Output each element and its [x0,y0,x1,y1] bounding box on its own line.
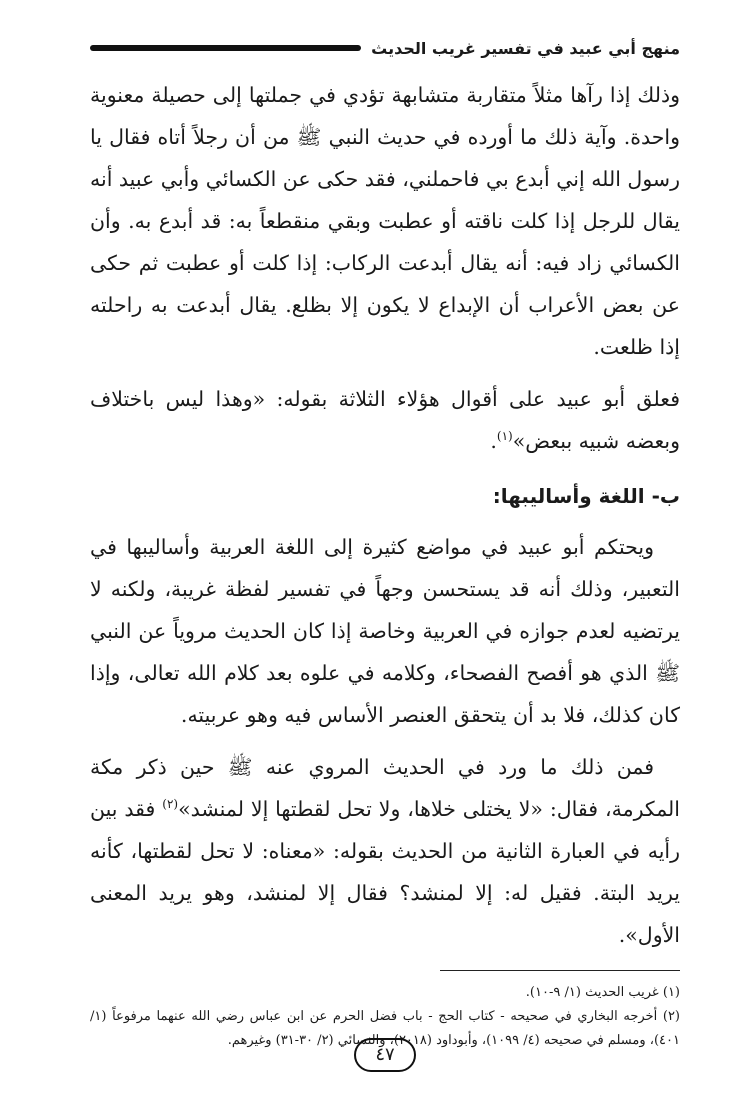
paragraph-makkah-example [90,746,680,956]
footnote-ref-2: (٢) [162,797,179,812]
footnote-1: (١) غريب الحديث (١/ ٩-١٠). [525,985,680,1000]
page-number: ٤٧ [354,1038,416,1072]
running-head-rule [90,45,361,51]
paragraph-abu-ubaid-comment: فعلق أبو عبيد على أقوال هؤلاء الثلاثة بقوله: «وهذا ليس باختلاف وبعضه شبيه ببعض»$^{(١)}$. [90,387,680,453]
running-head-title: منهج أبي عبيد في تفسير غريب الحديث [371,38,680,58]
footnote-ref-1: (١) [496,429,513,444]
running-head [90,28,680,68]
body-text [90,74,680,956]
paragraph-makkah-part2: فقد بين رأيه في العبارة الثانية من الحديث بقوله: «معناه: لا تحل لقطتها، كأنه يريد البتة. فقيل له: إلا لمنشد؟ فقال إلا لمنشد، وهو يريد المعنى الأول». [90,797,680,947]
footnote-divider [440,970,680,971]
footnote-2: (٢) أخرجه البخاري في صحيحه - كتاب الحج - باب فضل الحرم عن ابن عباس رضي الله عنهما مرفوعاً (١/ ٤٠١)، ومسلم في صحيحه (٤/ ١٠٩٩)، وأبوداود (٢٠١٨)، والنسائي (٢/ ٣٠-٣١) وغيرهم. [90,1009,680,1048]
paragraph-language: ويحتكم أبو عبيد في مواضع كثيرة إلى اللغة العربية وأساليبها في التعبير، وذلك أنه قد يستحسن وجهاً في تفسير لفظة غريبة، ولكنه لا يرتضيه لعدم جوازه في العربية وخاصة إذا كان الحديث مروياً عن النبي ﷺ الذي هو أفصح الفصحاء، وكلامه في علوه بعد كلام الله تعالى، وإذا كان كذلك، فلا بد أن يتحقق العنصر الأساس فيه وهو عربيته. [90,535,680,727]
paragraph-makkah-part1: فمن ذلك ما ورد في الحديث المروي عنه ﷺ حين ذكر مكة المكرمة، فقال: «لا يختلى خلاها، ولا تحل لقطتها إلا لمنشد» [90,755,680,821]
paragraph-badaa: وذلك إذا رآها مثلاً متقاربة متشابهة تؤدي في جملتها إلى حصيلة معنوية واحدة. وآية ذلك ما أورده في حديث النبي ﷺ من أن رجلاً أتاه فقال يا رسول الله إني أبدع بي فاحملني، فقد حكى عن الكسائي وأبي عبيد أنه يقال للرجل إذا كلت ناقته أو عطبت وبقي منقطعاً به: قد أبدع به. وأن الكسائي زاد فيه: أنه يقال أبدعت الركاب: إذا كلت أو عطبت ثم حكى عن بعض الأعراب أن الإبداع لا يكون إلا بظلع. يقال أبدعت به راحلته إذا ظلعت. [90,83,680,359]
page-number-area [90,1038,680,1072]
section-heading-language: ب- اللغة وأساليبها: [492,484,680,508]
book-page [90,28,680,1088]
paragraph-abu-ubaid-comment-text: فعلق أبو عبيد على أقوال هؤلاء الثلاثة بقوله: «وهذا ليس باختلاف وبعضه شبيه ببعض» [90,387,680,453]
